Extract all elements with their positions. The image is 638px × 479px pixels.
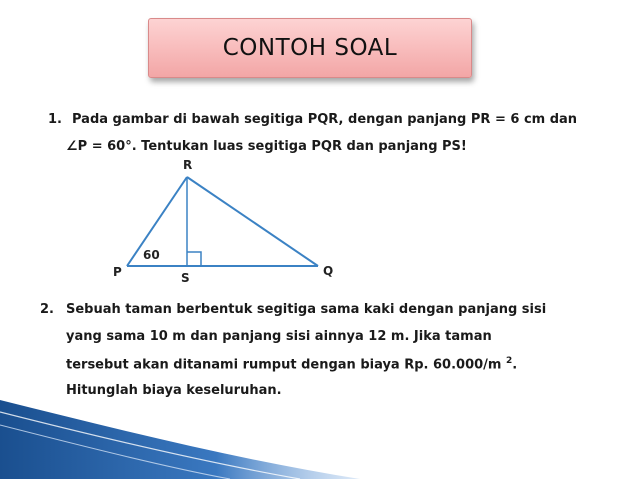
question-2-exponent: 2 [506,356,513,366]
angle-label: 60 [143,248,160,262]
vertex-label-s: S [181,271,190,285]
vertex-label-r: R [183,158,193,172]
question-2-line-1: Sebuah taman berbentuk segitiga sama kaki dengan panjang sisi [66,302,547,317]
question-1-line-1: Pada gambar di bawah segitiga PQR, dengan panjang PR = 6 cm dan [72,112,578,127]
question-2-line-3 [66,356,517,372]
question-2-line-3-end: . [512,357,518,373]
vertex-label-q: Q [323,264,334,278]
question-2-line-2: yang sama 10 m dan panjang sisi ainnya 12 m. Jika taman [66,329,492,344]
right-angle-marker [187,252,201,266]
question-2-number: 2. [40,302,54,317]
page-title: CONTOH SOAL [222,35,398,61]
question-2-line-3-text: tersebut akan ditanami rumput dengan biaya Rp. 60.000/m [66,357,506,373]
question-1-number: 1. [48,112,62,127]
question-1-line-2: ∠P = 60°. Tentukan luas segitiga PQR dan panjang PS! [66,139,467,154]
question-2-line-4: Hitunglah biaya keseluruhan. [66,383,282,398]
vertex-label-p: P [113,265,122,279]
